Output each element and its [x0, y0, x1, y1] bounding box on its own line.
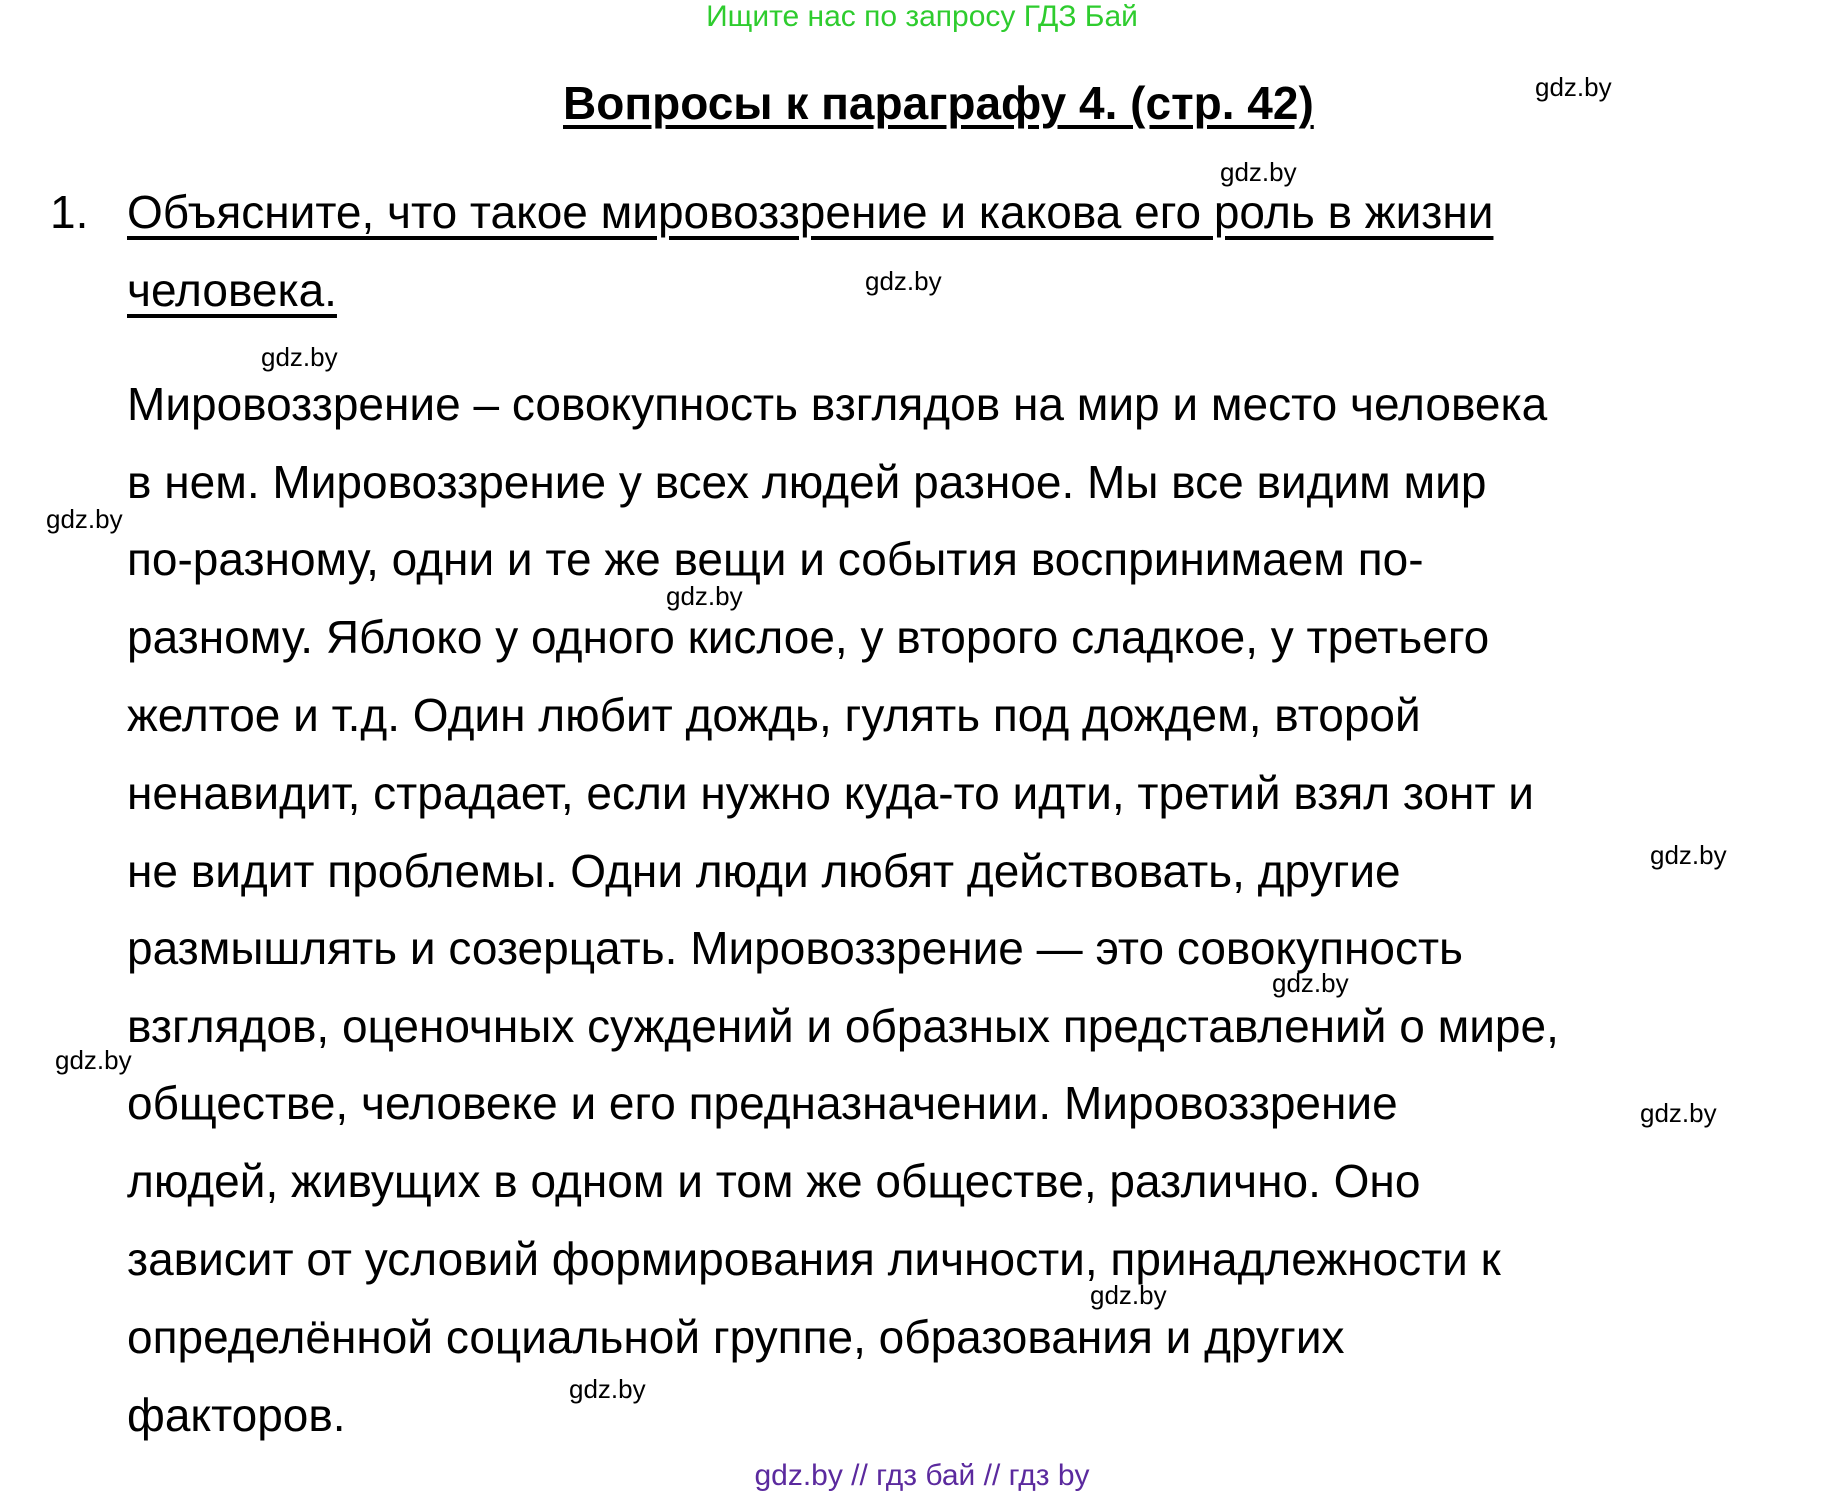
answer-line: определённой социальной группе, образования и других — [127, 1311, 1345, 1363]
answer-line: факторов. — [127, 1389, 346, 1441]
answer-line: не видит проблемы. Одни люди любят действовать, другие — [127, 845, 1401, 897]
answer-line: Мировоззрение – совокупность взглядов на мир и место человека — [127, 378, 1548, 430]
watermark: gdz.by — [1640, 1098, 1717, 1128]
answer-line: размышлять и созерцать. Мировоззрение — это совокупность — [127, 922, 1463, 974]
watermark: gdz.by — [1272, 968, 1349, 998]
answer-line: обществе, человеке и его предназначении. Мировоззрение — [127, 1077, 1398, 1129]
search-banner: Ищите нас по запросу ГДЗ Бай — [706, 0, 1138, 33]
watermark: gdz.by — [569, 1374, 646, 1404]
answer-line: ненавидит, страдает, если нужно куда-то идти, третий взял зонт и — [127, 767, 1534, 819]
answer-line: желтое и т.д. Один любит дождь, гулять под дождем, второй — [127, 689, 1421, 741]
watermark: gdz.by — [865, 266, 942, 296]
answer-line: взглядов, оценочных суждений и образных представлений о мире, — [127, 1000, 1559, 1052]
question-line: Объясните, что такое мировоззрение и какова его роль в жизни — [127, 186, 1494, 238]
watermark: gdz.by — [1650, 840, 1727, 870]
watermark: gdz.by — [55, 1045, 132, 1075]
question-number: 1. — [50, 186, 89, 238]
answer-line: зависит от условий формирования личности, принадлежности к — [127, 1233, 1501, 1285]
answer-line: в нем. Мировоззрение у всех людей разное. Мы все видим мир — [127, 456, 1487, 508]
footer-links: gdz.by // гдз бай // гдз by — [754, 1459, 1090, 1492]
watermark: gdz.by — [1220, 157, 1297, 187]
watermark: gdz.by — [1090, 1280, 1167, 1310]
watermark: gdz.by — [46, 504, 123, 534]
question-line: человека. — [127, 264, 337, 316]
page-title: Вопросы к параграфу 4. (стр. 42) — [563, 77, 1314, 129]
watermark: gdz.by — [1535, 72, 1612, 102]
answer-line: разному. Яблоко у одного кислое, у второго сладкое, у третьего — [127, 611, 1490, 663]
watermark: gdz.by — [261, 342, 338, 372]
watermark: gdz.by — [666, 581, 743, 611]
answer-line: по-разному, одни и те же вещи и события воспринимаем по- — [127, 533, 1424, 585]
answer-line: людей, живущих в одном и том же обществе, различно. Оно — [127, 1155, 1421, 1207]
